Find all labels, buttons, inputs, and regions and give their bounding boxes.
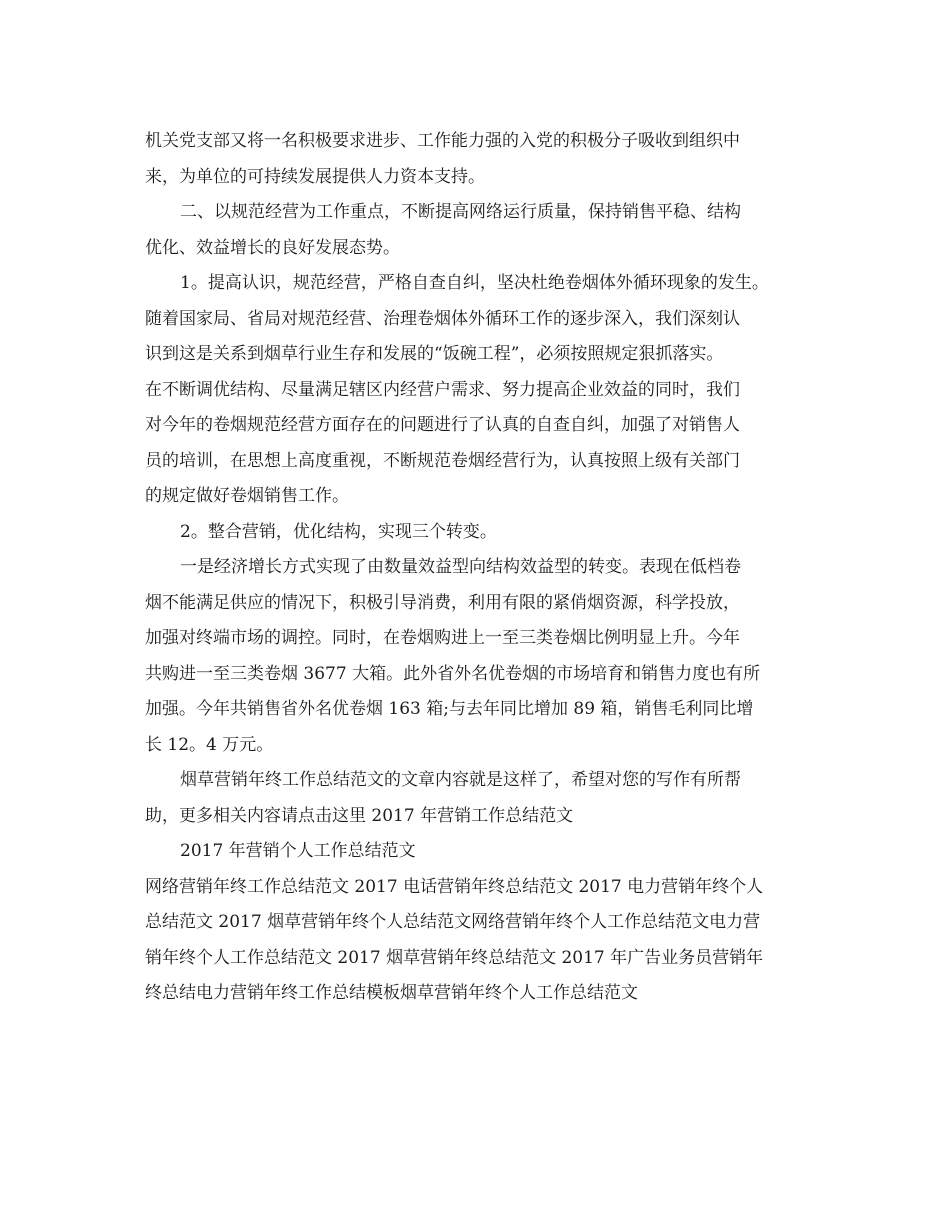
- text-line: 网络营销年终工作总结范文 2017 电话营销年终总结范文 2017 电力营销年终个人: [145, 876, 764, 897]
- text-line: 员的培训，在思想上高度重视，不断规范卷烟经营行为，认真按照上级有关部门: [145, 450, 740, 471]
- text-line: 总结范文 2017 烟草营销年终个人总结范文网络营销年终个人工作总结范文电力营: [145, 912, 761, 932]
- text-line: 来，为单位的可持续发展提供人力资本支持。: [145, 166, 485, 187]
- text-line: 1。提高认识，规范经营，严格自查自纠，坚决杜绝卷烟体外循环现象的发生。: [180, 273, 769, 293]
- text-line: 长 12。4 万元。: [145, 734, 274, 755]
- text-line: 二、以规范经营为工作重点，不断提高网络运行质量，保持销售平稳、结构: [180, 202, 741, 222]
- text-line: 对今年的卷烟规范经营方面存在的问题进行了认真的自查自纠，加强了对销售人: [145, 415, 740, 435]
- text-line: 的规定做好卷烟销售工作。: [145, 486, 349, 506]
- text-line: 烟草营销年终工作总结范文的文章内容就是这样了，希望对您的写作有所帮: [180, 770, 741, 790]
- text-line: 在不断调优结构、尽量满足辖区内经营户需求、努力提高企业效益的同时，我们: [145, 379, 740, 400]
- text-line: 随着国家局、省局对规范经营、治理卷烟体外循环工作的逐步深入，我们深刻认: [145, 308, 740, 329]
- text-line: 识到这是关系到烟草行业生存和发展的“饭碗工程”，必须按照规定狠抓落实。: [145, 344, 724, 364]
- document-body: [145, 124, 825, 1012]
- text-line: 机关党支部又将一名积极要求进步、工作能力强的入党的积极分子吸收到组织中: [145, 131, 740, 151]
- text-line: 烟不能满足供应的情况下，积极引导消费，利用有限的紧俏烟资源，科学投放，: [145, 592, 740, 613]
- text-line: 销年终个人工作总结范文 2017 烟草营销年终总结范文 2017 年广告业务员营销年: [145, 947, 764, 968]
- text-line: 加强。今年共销售省外名优卷烟 163 箱;与去年同比增加 89 箱，销售毛利同比增: [145, 699, 754, 719]
- text-line: 加强对终端市场的调控。同时，在卷烟购进上一至三类卷烟比例明显上升。今年: [145, 628, 740, 648]
- text-line: 2。整合营销，优化结构，实现三个转变。: [180, 521, 497, 542]
- text-line: 优化、效益增长的良好发展态势。: [145, 237, 400, 258]
- text-line: 助，更多相关内容请点击这里 2017 年营销工作总结范文: [145, 805, 574, 826]
- text-line: 一是经济增长方式实现了由数量效益型向结构效益型的转变。表现在低档卷: [180, 557, 741, 577]
- text-line: 终总结电力营销年终工作总结模板烟草营销年终个人工作总结范文: [145, 983, 638, 1003]
- text-line: 2017 年营销个人工作总结范文: [180, 841, 416, 861]
- text-line: 共购进一至三类卷烟 3677 大箱。此外省外名优卷烟的市场培育和销售力度也有所: [145, 663, 761, 684]
